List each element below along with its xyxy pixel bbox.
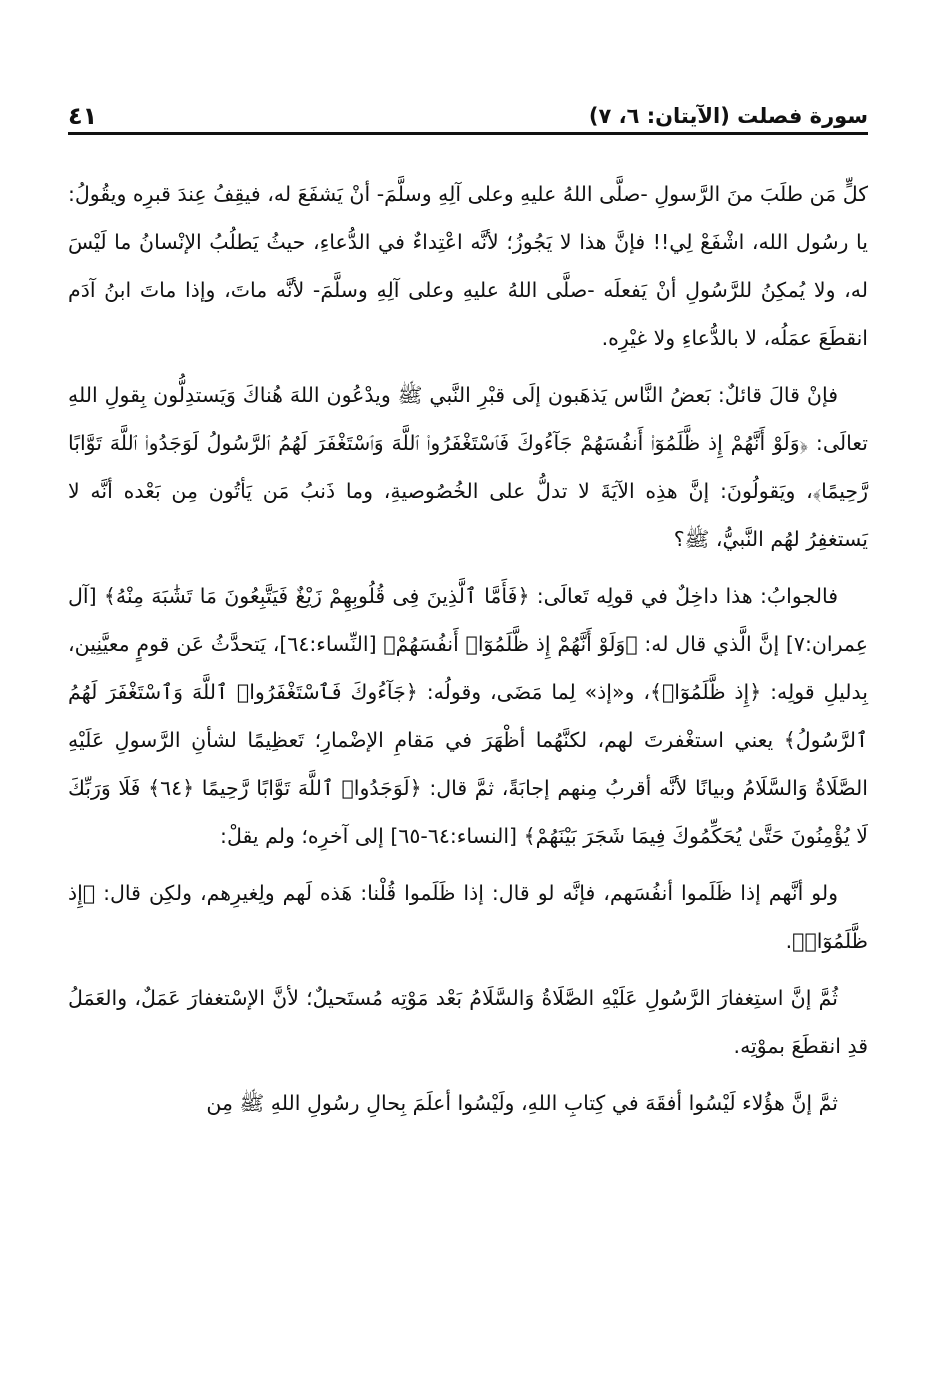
running-header: [68, 96, 868, 130]
paragraph-1: كلٍّ مَن طلَبَ منَ الرَّسولِ -صلَّى اللهُ عليهِ وعلى آلِهِ وسلَّمَ- أنْ يَشفَعَ له، فيقِفُ عِندَ قبرِه ويقُولُ: يا رسُول الله، اشْفَعْ لِي!! فإنَّ هذا لا يَجُوزُ؛ لأنَّه اعْتِداءٌ في الدُّعاءِ، حيثُ يَطلُبُ الإنْسانُ ما لَيْسَ له، ولا يُمكِنُ للرَّسُولِ أنْ يَفعلَه -صلَّى اللهُ عليهِ وعلى آلِهِ وسلَّمَ- لأنَّه ماتَ، وإذا ماتَ ابنُ آدَم انقطَعَ عمَلُه، لا بالدُّعاءِ ولا غيْرِه.: [68, 182, 868, 350]
body-text: [68, 170, 868, 1136]
header-title: سورة فصلت (الآيتان: ٦، ٧): [588, 104, 868, 128]
page-number: ٤١: [68, 102, 98, 130]
paragraph-3: فالجوابُ: هذا داخِلٌ في قولِه تَعالَى: ﴿فَأَمَّا ٱلَّذِينَ فِى قُلُوبِهِمْ زَيْغٌ فَيَتَّبِعُونَ مَا تَشَٰبَهَ مِنْهُ﴾ [آل عِمران:٧] إنَّ الَّذي قال له: ﴿وَلَوْ أَنَّهُمْ إِذ ظَّلَمُوٓا۟ أَنفُسَهُمْ﴾ [النِّساء:٦٤]، يَتحدَّثُ عَن قومٍ معيَّنِين، بِدليلِ قولِه: ﴿إِذ ظَّلَمُوٓا۟﴾، و«إذ» لِما مَضَى، وقولُه: ﴿جَآءُوكَ فَٱسْتَغْفَرُوا۟ ٱللَّهَ وَٱسْتَغْفَرَ لَهُمُ ٱلرَّسُولُ﴾ يعني استغْفرتَ لهم، لكنَّهُما أظْهَرَ في مَقامِ الإضْمارِ؛ تَعظِيمًا لشأنِ الرَّسولِ عَلَيْهِ الصَّلَاةُ وَالسَّلَامُ وبيانًا لأنَّه أقربُ مِنهم إجابَةً، ثمَّ قال: ﴿لَوَجَدُوا۟ ٱللَّهَ تَوَّابًا رَّحِيمًا ﴿٦٤﴾ فَلَا وَرَبِّكَ لَا يُؤْمِنُونَ حَتَّىٰ يُحَكِّمُوكَ فِيمَا شَجَرَ بَيْنَهُمْ﴾ [النساء:٦٤-٦٥] إلى آخرِه؛ ولم يقلْ:: [68, 584, 868, 848]
paragraph-2: فإنْ قالَ قائلٌ: بَعضُ النَّاس يَذهَبون إلَى قبْرِ النَّبي ﷺ ويدْعُون اللهَ هُناكَ وَيَستدِلُّون بِقولِ اللهِ تعالَى: ﴿وَلَوْ أَنَّهُمْ إِذ ظَّلَمُوٓا۟ أَنفُسَهُمْ جَآءُوكَ فَٱسْتَغْفَرُوا۟ ٱللَّهَ وَٱسْتَغْفَرَ لَهُمُ ٱلرَّسُولُ لَوَجَدُوا۟ ٱللَّهَ تَوَّابًا رَّحِيمًا﴾، ويَقولُونَ: إنَّ هذِه الآيَةَ لا تدلُّ على الخُصُوصيةِ، وما ذَنبُ مَن يَأتُون مِن بَعْده أنَّه لا يَستغفِرُ لهُم النَّبيُّ، ﷺ؟: [68, 383, 868, 551]
header-rule: [68, 132, 868, 135]
paragraph-5: ثُمَّ إنَّ استِغفارَ الرَّسُولِ عَلَيْهِ الصَّلَاةُ وَالسَّلَامُ بَعْد مَوْتِه مُستَحيلٌ؛ لأنَّ الإسْتغفارَ عَمَلٌ، والعَمَلُ قدِ انقطَعَ بموْتِه.: [68, 986, 868, 1058]
paragraph-4: ولو أنَّهم إذا ظَلَموا أنفُسَهم، فإنَّه لو قال: إذا ظَلَموا قُلْنا: هَذه لَهم ولِغيرِهم، ولكِن قال: ﴿إِذ ظَّلَمُوٓا۟﴾.: [68, 881, 868, 953]
paragraph-6: ثمَّ إنَّ هؤُلاء لَيْسُوا أفقَهَ في كِتابِ اللهِ، ولَيْسُوا أعلَمَ بِحالِ رسُولِ اللهِ ﷺ مِن: [206, 1091, 838, 1115]
